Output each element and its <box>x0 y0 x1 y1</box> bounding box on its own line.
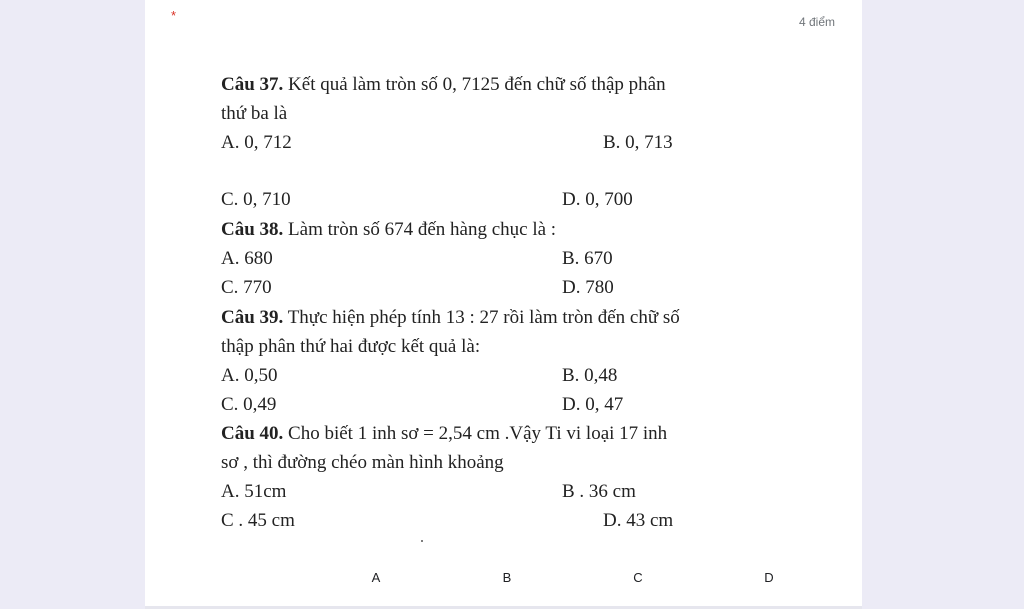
q38-text: Làm tròn số 674 đến hàng chục là : <box>283 219 557 240</box>
q40-line2: sơ , thì đường chéo màn hình khoảng <box>221 452 504 473</box>
q38-option-a: A. 680 <box>221 248 273 269</box>
q39-option-d: D. 0, 47 <box>562 394 624 415</box>
choice-b[interactable]: B <box>502 570 512 585</box>
q38-option-c: C. 770 <box>221 277 272 298</box>
choice-d[interactable]: D <box>764 570 774 585</box>
q38-option-b: B. 670 <box>562 248 613 269</box>
q38-line1 <box>221 219 556 241</box>
q39-text: Thực hiện phép tính 13 : 27 rồi làm tròn đến chữ số <box>283 307 680 328</box>
q38-option-d: D. 780 <box>562 277 614 298</box>
choice-a[interactable]: A <box>371 570 381 585</box>
q37-option-c: C. 0, 710 <box>221 189 291 210</box>
q37-label: Câu 37. <box>221 74 284 95</box>
q37-line2: thứ ba là <box>221 103 288 124</box>
question-image <box>207 66 857 546</box>
points-label: 4 điểm <box>798 15 835 29</box>
q39-option-b: B. 0,48 <box>562 365 618 386</box>
q37-text: Kết quả làm tròn số 0, 7125 đến chữ số thập phân <box>283 74 666 95</box>
q37-line1 <box>221 74 666 96</box>
q40-option-a: A. 51cm <box>221 481 287 502</box>
q40-text: Cho biết 1 inh sơ = 2,54 cm .Vậy Ti vi loại 17 inh <box>283 423 668 444</box>
q39-option-c: C. 0,49 <box>221 394 277 415</box>
required-marker: * <box>171 8 177 23</box>
q39-label: Câu 39. <box>221 307 284 328</box>
q39-line2: thập phân thứ hai được kết quả là: <box>221 336 481 357</box>
q38-label: Câu 38. <box>221 219 284 240</box>
q40-option-c: C . 45 cm <box>221 510 295 531</box>
q39-line1 <box>221 307 680 329</box>
q37-option-b: B. 0, 713 <box>603 132 673 153</box>
q40-line1 <box>221 423 667 445</box>
q37-option-a: A. 0, 712 <box>221 132 292 153</box>
choice-c[interactable]: C <box>633 570 643 585</box>
q37-option-d: D. 0, 700 <box>562 189 633 210</box>
q40-option-d: D. 43 cm <box>603 510 674 531</box>
stray-dot <box>421 540 423 542</box>
q39-option-a: A. 0,50 <box>221 365 278 386</box>
question-card <box>145 0 862 609</box>
q40-option-b: B . 36 cm <box>562 481 636 502</box>
q40-label: Câu 40. <box>221 423 284 444</box>
